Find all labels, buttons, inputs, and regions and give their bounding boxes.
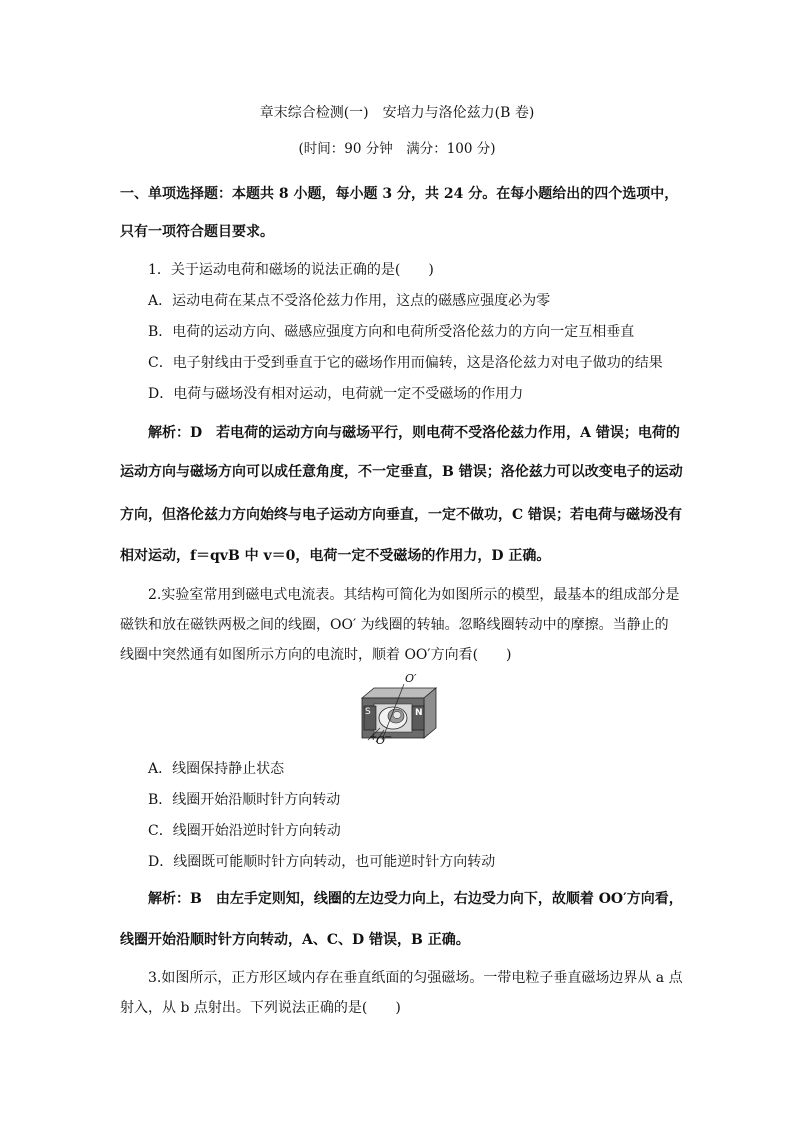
q2-option-b: B．线圈开始沿顺时针方向转动 (148, 792, 341, 808)
q2-option-a: A．线圈保持静止状态 (148, 761, 285, 777)
galvanometer-figure (352, 674, 444, 748)
q2-stem-line1: 2.实验室常用到磁电式电流表。其结构可简化为如图所示的模型，最基本的组成部分是 (148, 587, 680, 603)
page-subtitle: (时间：90 分钟 满分：100 分) (298, 141, 496, 157)
q2-stem-line3: 线圈中突然通有如图所示方向的电流时，顺着 OO′方向看( ) (120, 647, 512, 663)
q1-option-c: C．电子射线由于受到垂直于它的磁场作用而偏转，这是洛伦兹力对电子做功的结果 (148, 355, 663, 371)
q1-analysis-line4: 相对运动，f＝qvB 中 v＝0，电荷一定不受磁场的作用力，D 正确。 (120, 548, 551, 564)
section-heading-cont: 只有一项符合题目要求。 (120, 224, 274, 240)
plus-terminal-label: + (369, 732, 378, 743)
q1-option-a: A．运动电荷在某点不受洛伦兹力作用，这点的磁感应强度必为零 (148, 293, 551, 309)
axis-bottom-label: O (376, 734, 386, 747)
axis-top-label: O′ (405, 672, 417, 685)
q1-analysis-line3: 方向，但洛伦兹力方向始终与电子运动方向垂直，一定不做功，C 错误；若电荷与磁场没有 (120, 507, 683, 523)
q1-analysis-line2: 运动方向与磁场方向可以成任意角度，不一定垂直，B 错误；洛伦兹力可以改变电子的运动 (120, 464, 683, 480)
q1-option-b: B．电荷的运动方向、磁感应强度方向和电荷所受洛伦兹力的方向一定互相垂直 (148, 324, 635, 340)
q3-stem-line1: 3.如图所示，正方形区域内存在垂直纸面的匀强磁场。一带电粒子垂直磁场边界从 a 点 (148, 970, 683, 986)
q2-analysis-line1: 解析：B 由左手定则知，线圈的左边受力向上，右边受力向下，故顺着 OO′方向看， (148, 891, 683, 907)
q2-option-c: C．线圈开始沿逆时针方向转动 (148, 823, 341, 839)
n-pole-label: N (415, 708, 423, 718)
q1-option-d: D．电荷与磁场没有相对运动，电荷就一定不受磁场的作用力 (148, 386, 524, 402)
s-pole-label: S (365, 707, 371, 717)
q3-stem-line2: 射入，从 b 点射出。下列说法正确的是( ) (120, 1000, 401, 1016)
page-title: 章末综合检测(一) 安培力与洛伦兹力(B 卷) (259, 105, 535, 121)
q1-stem: 1．关于运动电荷和磁场的说法正确的是( ) (148, 262, 434, 278)
q2-option-d: D．线圈既可能顺时针方向转动，也可能逆时针方向转动 (148, 854, 496, 870)
minus-terminal-label: − (384, 732, 393, 743)
section-heading: 一、单项选择题：本题共 8 小题，每小题 3 分，共 24 分。在每小题给出的四个选项中， (120, 186, 679, 202)
q2-stem-line2: 磁铁和放在磁铁两极之间的线圈，OO′ 为线圈的转轴。忽略线圈转动中的摩擦。当静止的 (120, 617, 669, 633)
q2-analysis-line2: 线圈开始沿顺时针方向转动，A、C、D 错误，B 正确。 (120, 932, 470, 948)
q1-analysis-line1: 解析：D 若电荷的运动方向与磁场平行，则电荷不受洛伦兹力作用，A 错误；电荷的 (148, 425, 680, 441)
